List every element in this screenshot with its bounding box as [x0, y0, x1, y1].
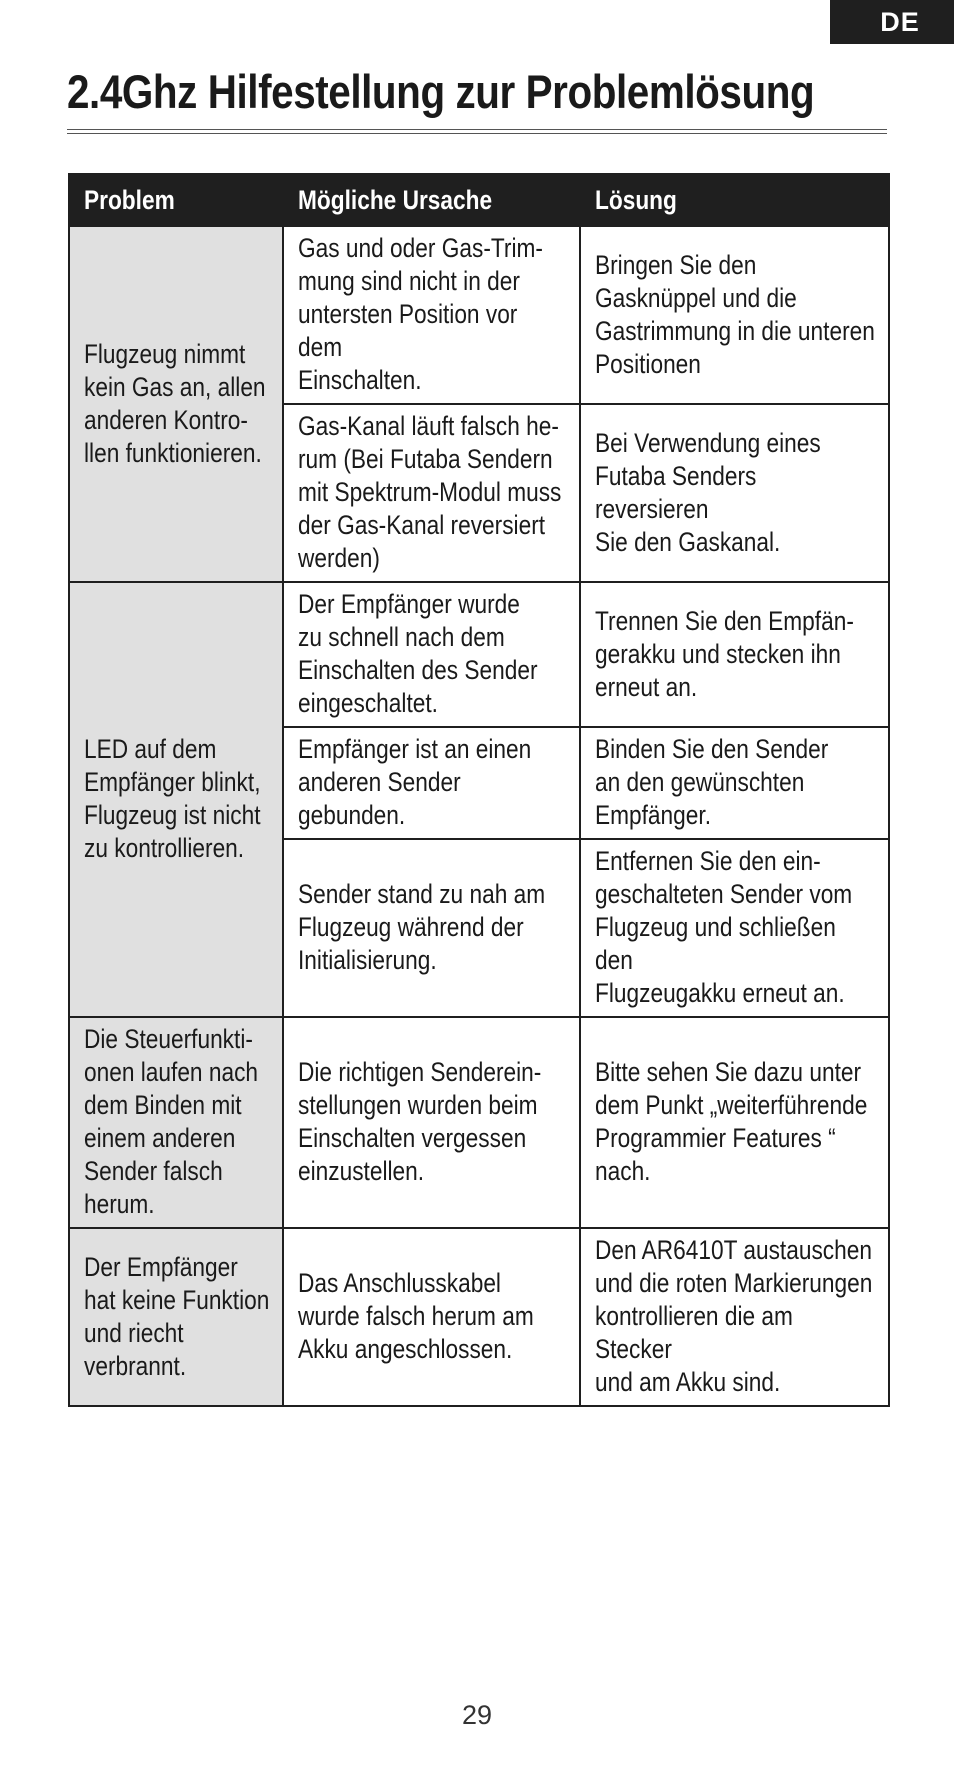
problem-cell: LED auf dem Empfänger blinkt, Flugzeug ist nicht zu kontrollieren. [69, 582, 283, 1017]
solution-cell: Bei Verwendung eines Futaba Senders reversieren Sie den Gaskanal. [580, 404, 889, 582]
troubleshooting-table [68, 173, 890, 1407]
header-solution: Lösung [580, 174, 889, 226]
cause-cell: Sender stand zu nah am Flugzeug während der Initialisierung. [283, 839, 580, 1017]
table-header-row [69, 174, 889, 226]
table-row [69, 1228, 889, 1406]
language-tab: DE [830, 0, 954, 44]
solution-cell: Den AR6410T austauschen und die roten Markierungen kontrollieren die am Stecker und am Akku sind. [580, 1228, 889, 1406]
page-title: 2.4Ghz Hilfestellung zur Problemlösung [67, 65, 815, 118]
cause-cell: Gas und oder Gas-Trim- mung sind nicht in der untersten Position vor dem Einschalten. [283, 226, 580, 404]
problem-cell: Der Empfänger hat keine Funktion und riecht verbrannt. [69, 1228, 283, 1406]
title-divider [67, 129, 887, 134]
cause-cell: Das Anschlusskabel wurde falsch herum am Akku angeschlossen. [283, 1228, 580, 1406]
problem-cell: Flugzeug nimmt kein Gas an, allen anderen Kontro- llen funktionieren. [69, 226, 283, 582]
solution-cell: Entfernen Sie den ein- geschalteten Sender vom Flugzeug und schließen den Flugzeugakku erneut an. [580, 839, 889, 1017]
cause-cell: Die richtigen Senderein- stellungen wurden beim Einschalten vergessen einzustellen. [283, 1017, 580, 1228]
page-number: 29 [461, 1700, 493, 1730]
problem-cell: Die Steuerfunkti- onen laufen nach dem Binden mit einem anderen Sender falsch herum. [69, 1017, 283, 1228]
cause-cell: Empfänger ist an einen anderen Sender gebunden. [283, 727, 580, 839]
solution-cell: Bitte sehen Sie dazu unter dem Punkt „weiterführende Programmier Features “ nach. [580, 1017, 889, 1228]
solution-cell: Bringen Sie den Gasknüppel und die Gastrimmung in die unteren Positionen [580, 226, 889, 404]
solution-cell: Binden Sie den Sender an den gewünschten Empfänger. [580, 727, 889, 839]
cause-cell: Der Empfänger wurde zu schnell nach dem Einschalten des Sender eingeschaltet. [283, 582, 580, 727]
table-row [69, 1017, 889, 1228]
table-row [69, 582, 889, 727]
table-row [69, 226, 889, 404]
solution-cell: Trennen Sie den Empfän- gerakku und stecken ihn erneut an. [580, 582, 889, 727]
header-problem: Problem [69, 174, 283, 226]
header-cause: Mögliche Ursache [283, 174, 580, 226]
cause-cell: Gas-Kanal läuft falsch he- rum (Bei Futaba Sendern mit Spektrum-Modul muss der Gas-Kanal reversiert werden) [283, 404, 580, 582]
